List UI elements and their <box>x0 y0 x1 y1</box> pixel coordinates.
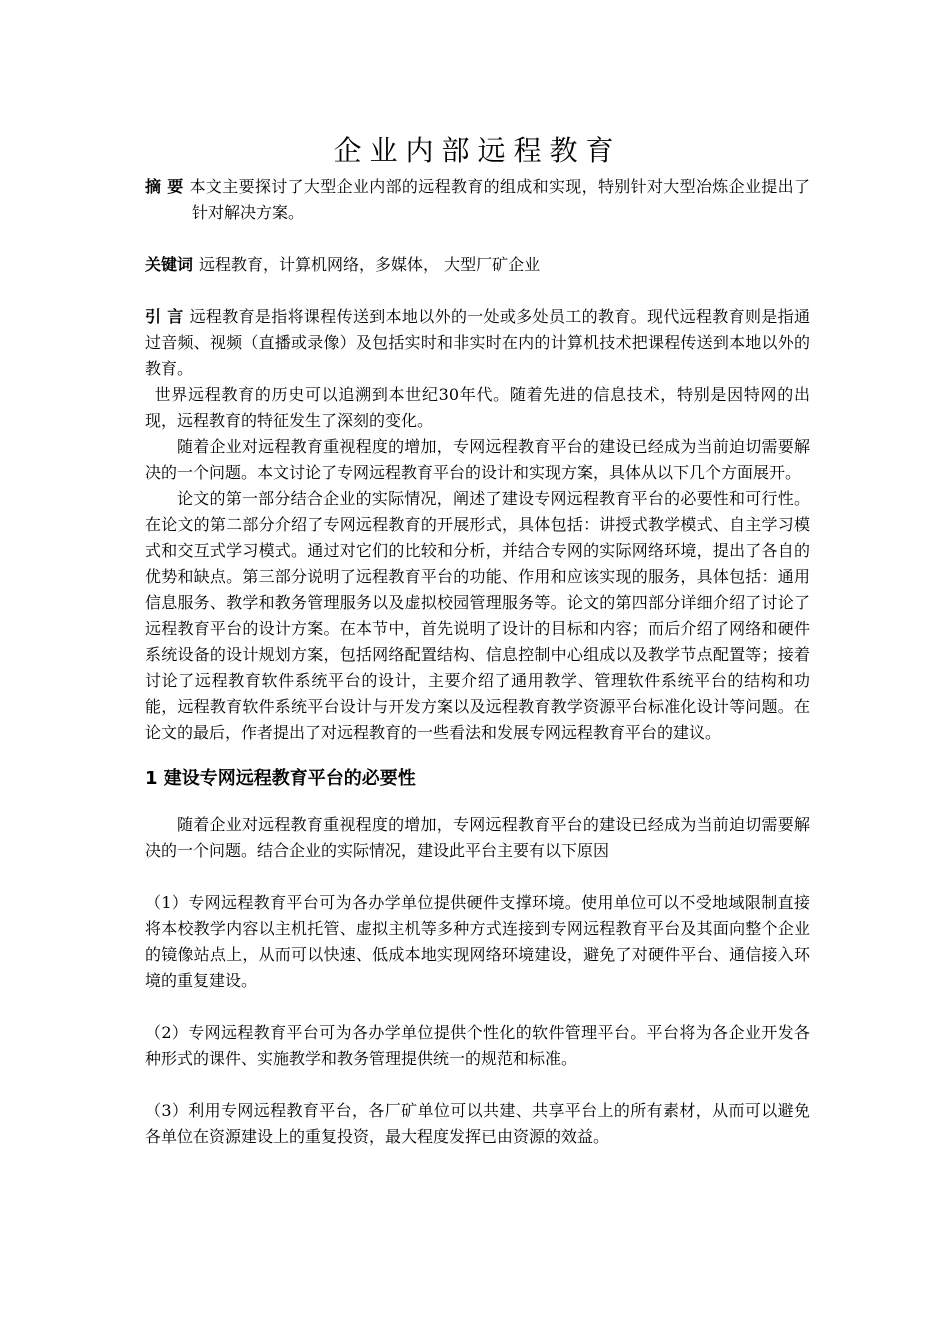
section-1-item-3: （3）利用专网远程教育平台，各厂矿单位可以共建、共享平台上的所有素材，从而可以避免各单位在资源建设上的重复投资，最大程度发挥已由资源的效益。 <box>145 1101 810 1146</box>
intro-paragraph-2: 世界远程教育的历史可以追溯到本世纪30年代。随着先进的信息技术，特别是因特网的出现，远程教育的特征发生了深刻的变化。 <box>145 385 810 430</box>
section-1-intro: 随着企业对远程教育重视程度的增加，专网远程教育平台的建设已经成为当前迫切需要解决的一个问题。结合企业的实际情况，建设此平台主要有以下原因 <box>145 815 810 860</box>
spacer <box>145 746 810 762</box>
intro-text-1: 远程教育是指将课程传送到本地以外的一处或多处员工的教育。现代远程教育则是指通过音频、视频（直播或录像）及包括实时和非实时在内的计算机技术把课程传送到本地以外的教育。 <box>145 307 810 378</box>
intro-label: 引 言 <box>145 307 184 326</box>
spacer <box>145 1072 810 1098</box>
abstract-label: 摘 要 <box>145 177 184 196</box>
spacer <box>145 994 810 1020</box>
spacer <box>145 226 810 252</box>
section-1-item-1: （1）专网远程教育平台可为各办学单位提供硬件支撑环境。使用单位可以不受地域限制直接将本校教学内容以主机托管、虚拟主机等多种方式连接到专网远程教育平台及其面向整个企业的镜像站点上，从而可以快速、低成本地实现网络环境建设，避免了对硬件平台、通信接入环境的重复建设。 <box>145 893 810 990</box>
spacer <box>145 864 810 890</box>
keywords-paragraph <box>145 252 810 278</box>
section-1-item-2: （2）专网远程教育平台可为各办学单位提供个性化的软件管理平台。平台将为各企业开发各种形式的课件、实施教学和教务管理提供统一的规范和标准。 <box>145 1023 810 1068</box>
section-1-heading: 1 建设专网远程教育平台的必要性 <box>145 768 416 789</box>
intro-paragraph-4: 论文的第一部分结合企业的实际情况，阐述了建设专网远程教育平台的必要性和可行性。在论文的第二部分介绍了专网远程教育的开展形式，具体包括：讲授式教学模式、自主学习模式和交互式学习模式。通过对它们的比较和分析，并结合专网的实际网络环境，提出了各自的优势和缺点。第三部分说明了远程教育平台的功能、作用和应该实现的服务，具体包括：通用信息服务、教学和教务管理服务以及虚拟校园管理服务等。论文的第四部分详细介绍了讨论了远程教育平台的设计方案。在本节中，首先说明了设计的目标和内容；而后介绍了网络和硬件系统设备的设计规划方案，包括网络配置结构、信息控制中心组成以及教学节点配置等；接着讨论了远程教育软件系统平台的设计，主要介绍了通用教学、管理软件系统平台的结构和功能，远程教育软件系统平台设计与开发方案以及远程教育教学资源平台标准化设计等问题。在论文的最后，作者提出了对远程教育的一些看法和发展专网远程教育平台的建议。 <box>145 489 810 742</box>
document-title: 企业内部远程教育 <box>333 134 622 167</box>
abstract-text: 本文主要探讨了大型企业内部的远程教育的组成和实现，特别针对大型冶炼企业提出了针对解决方案。 <box>189 177 810 222</box>
keywords-label: 关键词 <box>145 255 194 274</box>
intro-paragraph-1 <box>145 304 810 382</box>
keywords-text: 远程教育，计算机网络，多媒体， 大型厂矿企业 <box>199 255 541 274</box>
spacer <box>145 796 810 812</box>
intro-paragraph-3: 随着企业对远程教育重视程度的增加，专网远程教育平台的建设已经成为当前迫切需要解决的一个问题。本文讨论了专网远程教育平台的设计和实现方案，具体从以下几个方面展开。 <box>145 437 810 482</box>
spacer <box>145 278 810 304</box>
document-page <box>145 128 810 1150</box>
abstract-paragraph <box>145 174 810 226</box>
